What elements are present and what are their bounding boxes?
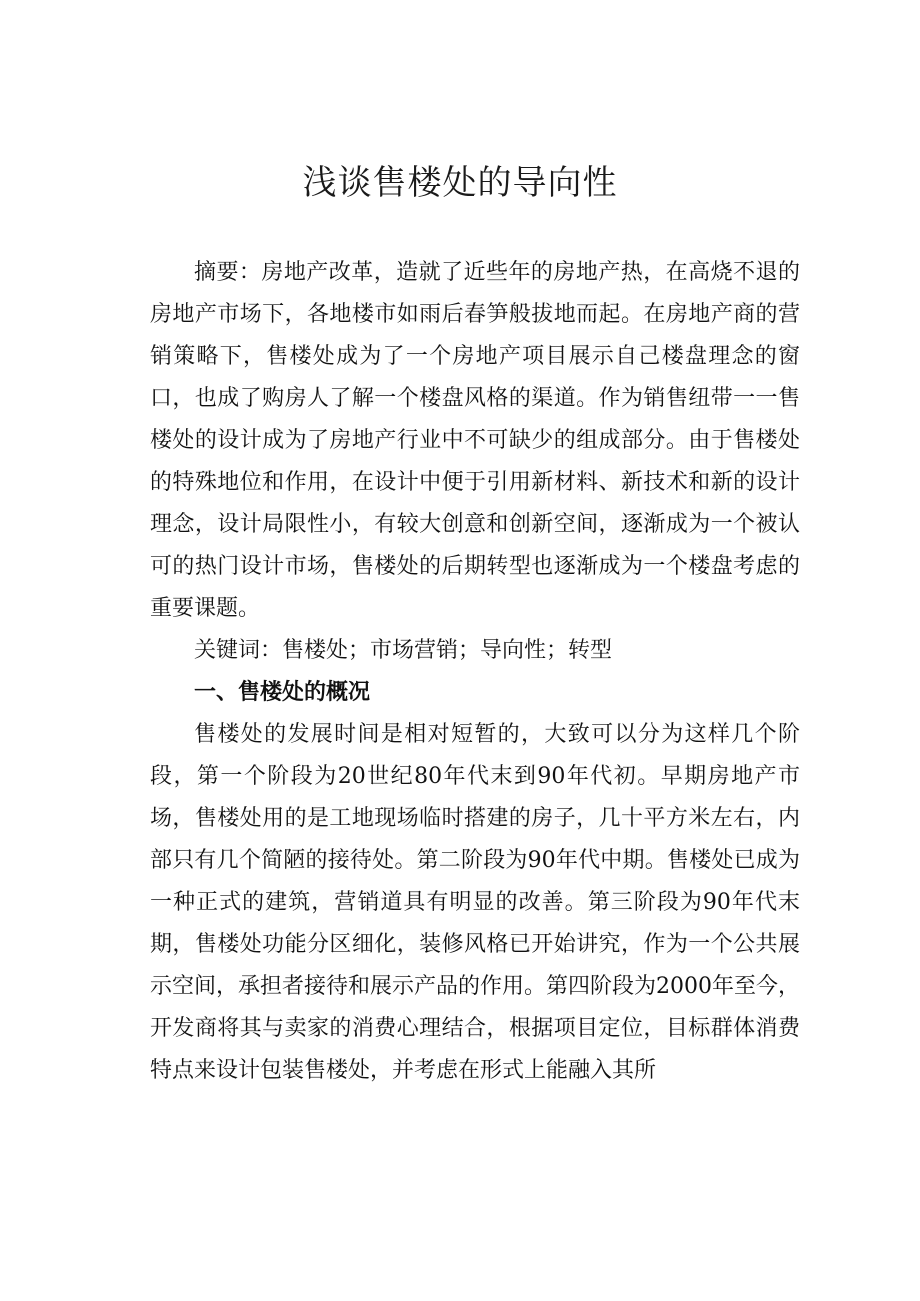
document-title: 浅谈售楼处的导向性 bbox=[302, 163, 618, 203]
abstract-paragraph: 摘要：房地产改革，造就了近些年的房地产热，在高烧不退的房地产市场下，各地楼市如雨后春笋般拔地而起。在房地产商的营销策略下，售楼处成为了一个房地产项目展示自己楼盘理念的窗口，也成了购房人了解一个楼盘风格的渠道。作为销售纽带一一售楼处的设计成为了房地产行业中不可缺少的组成部分。由于售楼处的特殊地位和作用，在设计中便于引用新材料、新技术和新的设计理念，设计局限性小，有较大创意和创新空间，逐渐成为一个被认可的热门设计市场，售楼处的后期转型也逐渐成为一个楼盘考虑的重要课题。 bbox=[150, 260, 800, 621]
keywords-line: 关键词：售楼处；市场营销；导向性；转型 bbox=[194, 638, 613, 663]
section-heading: 一、售楼处的概况 bbox=[194, 680, 371, 705]
document-body bbox=[150, 252, 800, 1092]
section-paragraph: 售楼处的发展时间是相对短暂的，大致可以分为这样几个阶段，第一个阶段为20世纪80年代末到90年代初。早期房地产市场，售楼处用的是工地现场临时搭建的房子，几十平方米左右，内部只有几个简陋的接待处。第二阶段为90年代中期。售楼处已成为一种正式的建筑，营销道具有明显的改善。第三阶段为90年代末期，售楼处功能分区细化，装修风格已开始讲究，作为一个公共展示空间，承担者接待和展示产品的作用。第四阶段为2000年至今，开发商将其与卖家的消费心理结合，根据项目定位，目标群体消费特点来设计包装售楼处，并考虑在形式上能融入其所 bbox=[150, 722, 800, 1083]
